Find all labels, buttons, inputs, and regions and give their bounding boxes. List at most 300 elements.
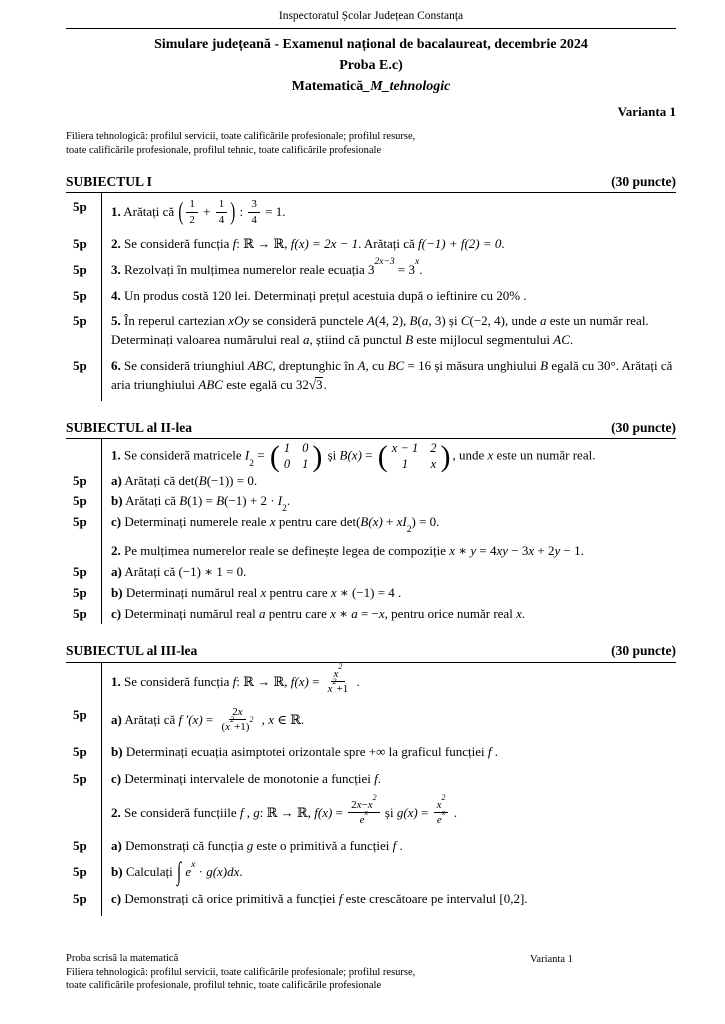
text-run: este egală cu 32 <box>222 376 309 392</box>
text-run: = <box>417 804 432 820</box>
text-run: = 16 și măsura unghiului <box>404 358 541 374</box>
problem-label: a) <box>111 711 122 727</box>
text-run: ) = 0. <box>411 514 440 530</box>
problem-row <box>66 257 676 280</box>
problem-label: a) <box>111 472 122 488</box>
problem-text <box>101 770 676 789</box>
problem-text <box>101 257 676 280</box>
math-run: e <box>436 814 442 827</box>
problem-label: b) <box>111 864 123 880</box>
math-run: f <box>232 673 237 689</box>
problem-row <box>66 584 676 603</box>
problem-label: a) <box>111 563 122 579</box>
superscript: 2 <box>441 792 446 802</box>
text-run: ∗ (−1) = 4 . <box>336 584 402 600</box>
points-label: 5p <box>73 744 87 760</box>
numerator <box>348 792 380 813</box>
math-run: BC <box>387 358 405 374</box>
math-run: ABC <box>198 376 223 392</box>
problem-label: 2. <box>111 235 121 251</box>
subject-profile: _M_tehnologic <box>363 79 451 95</box>
denominator <box>357 807 371 827</box>
points-label: 5p <box>73 235 87 251</box>
text-run: (−1)) = 0. <box>206 472 258 488</box>
page-footer <box>66 952 415 993</box>
problem-text <box>101 743 676 762</box>
matrix-cell: 0 <box>283 456 291 471</box>
matrix-left-paren: ( <box>269 439 280 473</box>
section-header <box>66 172 676 194</box>
matrix-cell: 2 <box>430 441 437 456</box>
problem-row <box>66 287 676 306</box>
text-run: ( <box>417 313 422 329</box>
problem-row <box>66 661 676 698</box>
text-run: = 1. <box>261 204 286 220</box>
denominator <box>325 677 352 696</box>
text-run: pentru care det( <box>275 514 361 530</box>
matrix <box>270 441 323 472</box>
text-run: + <box>199 204 214 220</box>
subscript: 2 <box>406 525 412 536</box>
problem-text <box>101 661 676 698</box>
section-1 <box>66 172 676 404</box>
math-run: f <box>487 744 492 760</box>
section-body <box>66 439 676 627</box>
math-run: f <box>232 235 237 251</box>
superscript: x <box>441 807 446 817</box>
header-divider <box>66 28 676 29</box>
matrix-cell: 1 <box>401 456 409 471</box>
math-run: f(x) = 2x − 1 <box>290 235 359 251</box>
problem-row <box>66 770 676 789</box>
text-run: , unde <box>452 447 488 463</box>
math-run: f(x) <box>290 673 309 689</box>
problem-row <box>66 890 676 909</box>
superscript: 2 <box>372 792 377 802</box>
text-run: = <box>332 804 347 820</box>
math-run: B <box>216 493 225 509</box>
math-run: f(−1) + f(2) = 0 <box>418 235 502 251</box>
math-run: g <box>246 837 254 853</box>
footer-variant: Varianta 1 <box>530 954 573 965</box>
exam-title: Simulare județeană - Examenul național de bacalaureat, decembrie 2024 <box>154 36 588 52</box>
text-run: Se consideră funcțiile <box>120 804 240 820</box>
institution-name: Inspectoratul Școlar Județean Constanța <box>278 10 464 22</box>
math-run: x <box>330 584 337 600</box>
text-run: . <box>286 493 291 509</box>
problem-label: 5. <box>111 313 121 329</box>
math-run: B <box>405 332 414 348</box>
numerator: 1 <box>186 197 198 212</box>
text-run: . <box>450 804 457 820</box>
problem-row <box>66 198 676 228</box>
problem-row <box>66 439 676 473</box>
text-run: + 2 <box>534 543 555 559</box>
big-delimiter: ( <box>178 198 184 226</box>
problem-row <box>66 563 676 582</box>
math-run: xI <box>396 514 407 530</box>
text-run: Un produs costă 120 lei. Determinați prețul acestuia după o ieftinire cu 20% . <box>120 287 527 303</box>
section-title: SUBIECTUL I <box>66 173 152 189</box>
denominator <box>434 807 448 827</box>
text-run: ( <box>221 720 226 733</box>
text-run: : ℝ → ℝ, <box>236 673 291 689</box>
points-label: 5p <box>73 493 87 509</box>
math-run: I <box>277 493 283 509</box>
problem-row <box>66 235 676 254</box>
text-run: (−1) + 2 · <box>224 493 278 509</box>
fraction <box>216 197 228 227</box>
text-run: . <box>419 261 423 277</box>
radical: √3 <box>308 376 323 392</box>
problem-text <box>101 312 676 350</box>
text-run: Se consideră funcția <box>120 235 233 251</box>
math-run: x ∗ a <box>330 605 358 621</box>
points-label: 5p <box>73 837 87 853</box>
problem-label: c) <box>111 605 122 621</box>
problem-text <box>101 235 676 254</box>
text-run: . <box>353 673 360 689</box>
big-delimiter: ) <box>230 198 236 226</box>
text-run: . <box>569 332 574 348</box>
problem-label: 1. <box>111 673 121 689</box>
text-run: = <box>308 673 323 689</box>
text-run: = <box>361 447 376 463</box>
matrix-right-paren: ) <box>440 439 451 473</box>
points-label: 5p <box>73 605 87 621</box>
problem-text <box>101 563 676 582</box>
denominator: 4 <box>251 213 257 226</box>
matrix-cell: 1 <box>283 441 291 456</box>
problem-row <box>66 513 676 536</box>
math-run: xOy <box>228 313 250 329</box>
text-run: = − <box>357 605 379 621</box>
text-run: (1) = <box>187 493 217 509</box>
footer-proba: Proba scrisă la matematică <box>66 953 179 964</box>
math-run: I <box>244 447 250 463</box>
math-run: x <box>225 720 231 733</box>
math-run: x <box>327 683 333 696</box>
matrix-right-paren: ) <box>312 439 323 473</box>
superscript: x <box>364 807 369 817</box>
section-2 <box>66 418 676 628</box>
radicand: 3 <box>315 376 323 392</box>
numerator: 3 <box>248 197 260 212</box>
math-run: B <box>198 472 207 488</box>
problem-label: 2. <box>111 543 121 559</box>
text-run: Arătați că <box>120 204 178 220</box>
matrix-cell: x − 1 <box>391 441 419 456</box>
superscript: 2 <box>230 714 235 724</box>
text-run: (−2, 4), unde <box>469 313 541 329</box>
problem-text <box>101 472 676 491</box>
problem-text <box>101 858 676 887</box>
problem-text <box>101 492 676 515</box>
text-run: Arătați că <box>122 493 180 509</box>
math-run: x <box>269 514 276 530</box>
math-run: B <box>179 493 188 509</box>
math-run: x ∗ y <box>449 543 477 559</box>
math-run: a <box>259 605 266 621</box>
section-title: SUBIECTUL al III-lea <box>66 643 198 659</box>
problem-label: a) <box>111 837 122 853</box>
math-run: B(x) <box>360 514 383 530</box>
text-run: Demonstrați că funcția <box>121 837 247 853</box>
sections-container <box>66 172 676 919</box>
problem-text <box>101 287 676 306</box>
text-run: − <box>361 798 368 811</box>
superscript: 2 <box>249 714 254 724</box>
section-title: SUBIECTUL al II-lea <box>66 419 193 435</box>
math-run: y <box>554 543 561 559</box>
text-run: Arătați că <box>121 711 179 727</box>
superscript: 2 <box>338 661 343 671</box>
text-run: și <box>381 804 397 820</box>
problem-text <box>101 605 676 624</box>
matrix-cell: 0 <box>302 441 309 456</box>
text-run: . <box>323 376 327 392</box>
text-run: este crescătoare pe intervalul [0,2]. <box>342 891 528 907</box>
points-label: 5p <box>73 864 87 880</box>
problem-label: b) <box>111 584 123 600</box>
matrix-cell: x <box>430 456 437 471</box>
fraction <box>219 705 257 735</box>
math-run: x <box>356 798 362 811</box>
problem-text <box>101 513 676 536</box>
text-run: , cu <box>365 358 388 374</box>
math-run: A <box>357 358 366 374</box>
problem-row <box>66 605 676 624</box>
superscript: 2x−3 <box>374 257 395 268</box>
text-run: , <box>258 711 269 727</box>
superscript: x <box>415 257 420 268</box>
problem-text <box>101 890 676 909</box>
points-label: 5p <box>73 563 87 579</box>
superscript: 2 <box>332 677 337 687</box>
text-run: = <box>202 711 217 727</box>
text-run: Se consideră funcția <box>120 673 233 689</box>
filiera-line-2: toate calificările profesionale, profilul tehnic, toate calificările profesionale <box>66 145 382 157</box>
matrix-cell: 1 <box>302 456 309 471</box>
math-run: A <box>366 313 375 329</box>
problem-text <box>101 198 676 228</box>
fraction <box>325 661 352 697</box>
variant-label: Varianta 1 <box>617 103 676 119</box>
fraction <box>186 197 198 227</box>
text-run: se consideră punctele <box>249 313 367 329</box>
section-body <box>66 663 676 919</box>
problem-row <box>66 792 676 829</box>
text-run: Arătați că (−1) ∗ 1 = 0. <box>121 563 247 579</box>
problem-label: 6. <box>111 358 121 374</box>
matrix-grid <box>388 441 441 472</box>
section-header <box>66 641 676 663</box>
text-run: . <box>521 605 526 621</box>
problem-label: c) <box>111 771 122 787</box>
problem-text <box>101 357 676 395</box>
text-run: (4, 2), <box>374 313 410 329</box>
text-run: pentru care <box>265 605 331 621</box>
subscript: 2 <box>249 458 255 469</box>
text-run: Se consideră matricele <box>120 447 245 463</box>
points-label: 5p <box>73 584 87 600</box>
math-run: a <box>540 313 547 329</box>
math-run: x <box>528 543 535 559</box>
text-run: = <box>254 447 268 463</box>
points-label: 5p <box>73 358 87 374</box>
points-label: 5p <box>73 287 87 303</box>
problem-label: 2. <box>111 804 121 820</box>
section-points: (30 puncte) <box>611 643 676 659</box>
math-run: x <box>260 584 267 600</box>
problem-label: b) <box>111 493 123 509</box>
problem-text <box>101 542 676 561</box>
problem-label: 1. <box>111 447 121 463</box>
points-label: 5p <box>73 199 87 215</box>
math-run: f(x) <box>314 804 333 820</box>
text-run: , dreptunghic în <box>272 358 358 374</box>
text-run: 2 <box>351 798 357 811</box>
points-label: 5p <box>73 706 87 722</box>
points-label: 5p <box>73 514 87 530</box>
text-run: = 4 <box>476 543 497 559</box>
section-3 <box>66 641 676 919</box>
numerator: 1 <box>216 197 228 212</box>
text-run: . Arătați că <box>358 235 419 251</box>
problem-text <box>101 837 676 856</box>
footer-filiera-line-2: toate calificările profesionale, profilul tehnic, toate calificările profesionale <box>66 980 382 992</box>
text-run: . <box>501 235 505 251</box>
problem-row <box>66 542 676 561</box>
problem-row <box>66 357 676 395</box>
section-header <box>66 418 676 440</box>
math-run: e <box>182 864 192 880</box>
section-points: (30 puncte) <box>611 419 676 435</box>
problem-text <box>101 706 676 736</box>
problem-label: c) <box>111 891 122 907</box>
text-run: este un număr real. <box>493 447 596 463</box>
filiera-line-1: Filiera tehnologică: profilul servicii, toate calificările profesionale; profilul resurse, <box>66 131 416 143</box>
text-run: este mijlocul segmentului <box>413 332 554 348</box>
denominator: 4 <box>218 213 225 226</box>
problem-label: b) <box>111 744 123 760</box>
problem-label: c) <box>111 514 122 530</box>
footer-filiera-line-1: Filiera tehnologică: profilul servicii, toate calificările profesionale; profilul resurse, <box>66 966 416 978</box>
text-run: Determinați numerele reale <box>121 514 270 530</box>
text-run: Determinați numărul real <box>121 605 259 621</box>
big-delimiter: ∫ <box>177 858 182 887</box>
math-run: AC <box>553 332 570 348</box>
fraction <box>348 792 380 828</box>
matrix-left-paren: ( <box>377 439 388 473</box>
text-run: Pe mulțimea numerelor reale se definește legea de compoziție <box>120 543 450 559</box>
math-run: C <box>460 313 470 329</box>
math-run: e <box>359 814 365 827</box>
filiera-note <box>66 130 676 157</box>
points-label: 5p <box>73 771 87 787</box>
math-run: g(x) <box>396 804 418 820</box>
math-run: B <box>409 313 418 329</box>
problem-label: 4. <box>111 287 121 303</box>
text-run: Determinați intervalele de monotonie a funcției <box>121 771 375 787</box>
text-run: . <box>491 744 498 760</box>
math-run: x <box>237 705 243 718</box>
math-run: x <box>367 798 373 811</box>
text-run: , 3) și <box>428 313 461 329</box>
subject-name: Matematică <box>291 79 364 95</box>
problem-row <box>66 706 676 736</box>
text-run: : <box>236 204 247 220</box>
text-run: +1 <box>336 683 349 696</box>
text-run: : ℝ → ℝ, <box>259 804 315 820</box>
text-run: pentru care <box>266 584 331 600</box>
math-run: a <box>303 332 310 348</box>
text-run: · <box>195 864 207 880</box>
exam-subject-line <box>66 77 676 97</box>
math-run: f <box>338 891 343 907</box>
text-run: egală cu 30°. Arătați că aria triunghiului <box>111 358 673 392</box>
math-run: f <box>374 771 378 787</box>
points-label: 5p <box>73 313 87 329</box>
math-run: g(x)dx <box>206 864 240 880</box>
problem-row <box>66 472 676 491</box>
problem-row <box>66 312 676 350</box>
fraction <box>248 197 260 227</box>
math-run: x <box>378 605 385 621</box>
problem-label: 1. <box>111 204 121 220</box>
text-run: Arătați că det( <box>121 472 199 488</box>
math-run: B(x) <box>339 447 362 463</box>
text-run: + <box>382 514 397 530</box>
math-run: x <box>268 711 274 727</box>
math-run: x <box>333 668 339 681</box>
fraction <box>434 792 449 828</box>
problem-row <box>66 837 676 856</box>
math-run: B <box>540 358 549 374</box>
section-body <box>66 193 676 404</box>
text-run: Demonstrați că orice primitivă a funcției <box>121 891 339 907</box>
problem-row <box>66 743 676 762</box>
text-run: este un număr real. Determinați valoarea numărului real <box>111 313 649 348</box>
text-run: este o primitivă a funcției <box>253 837 393 853</box>
text-run: Calculați <box>122 864 176 880</box>
superscript: x <box>191 859 196 870</box>
points-label: 5p <box>73 472 87 488</box>
exam-proba-label: Proba E.c) <box>339 57 403 73</box>
text-run: , pentru orice număr real <box>384 605 517 621</box>
math-run: x <box>516 605 522 621</box>
text-run: Determinați ecuația asimptotei orizontale spre +∞ la graficul funcției <box>122 744 488 760</box>
math-run: f , g <box>239 804 260 820</box>
text-run: . <box>239 864 243 880</box>
denominator <box>219 714 257 734</box>
text-run: +1) <box>234 720 250 733</box>
text-run: și <box>324 447 340 463</box>
math-run: xy <box>496 543 509 559</box>
text-run: − 3 <box>508 543 529 559</box>
text-run: . <box>377 771 382 787</box>
problem-text <box>101 792 676 829</box>
section-points: (30 puncte) <box>611 173 676 189</box>
text-run: : ℝ → ℝ, <box>236 235 291 251</box>
points-label: 5p <box>73 891 87 907</box>
problem-row <box>66 492 676 515</box>
denominator: 2 <box>189 213 195 226</box>
math-run: x <box>487 447 494 463</box>
problem-label: 3. <box>111 261 121 277</box>
text-run: Determinați numărul real <box>122 584 261 600</box>
points-label: 5p <box>73 261 87 277</box>
